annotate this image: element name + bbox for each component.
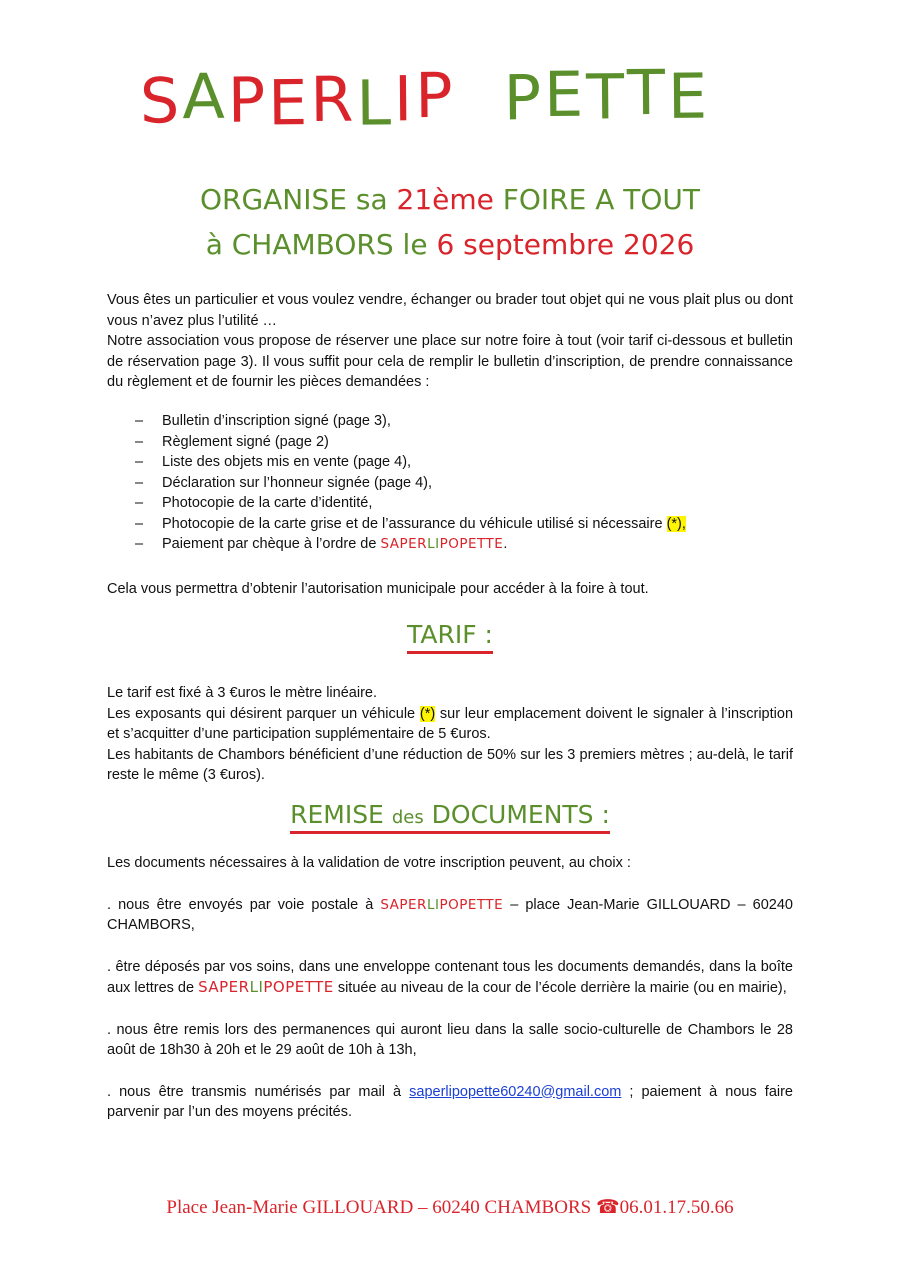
remise-section	[107, 853, 793, 1144]
tarif-title: TARIF :	[407, 620, 493, 654]
footer-address	[0, 1196, 900, 1219]
remise-option	[107, 895, 793, 936]
remise-text: . nous être envoyés par voie postale à	[107, 896, 381, 913]
list-item: – Déclaration sur l’honneur signée (page 4),	[135, 473, 686, 494]
brand-name: SAPERLIPOPETTE	[380, 896, 504, 913]
remise-title-part: REMISE	[290, 800, 392, 834]
logo-letter: E	[267, 66, 311, 140]
remise-option	[107, 957, 793, 999]
saperlipopette-logo	[139, 55, 721, 144]
phone-icon: ☎	[595, 1197, 620, 1218]
tarif-paragraph	[107, 704, 793, 745]
headline-location: à CHAMBORS le	[205, 228, 437, 261]
remise-option	[107, 1082, 793, 1123]
headline-date: 6 septembre 2026	[436, 228, 695, 261]
headline-text: ORGANISE sa	[199, 183, 397, 216]
list-item: – Bulletin d’inscription signé (page 3),	[135, 411, 686, 432]
logo-letter: R	[310, 62, 357, 137]
authorization-note	[107, 579, 793, 600]
tarif-paragraph: Les habitants de Chambors bénéficient d’une réduction de 50% sur les 3 premiers mètres ; au-delà, le tarif reste le même (3 €uros).	[107, 746, 793, 783]
intro-paragraph: Vous êtes un particulier et vous voulez vendre, échanger ou brader tout objet qui ne vous plait plus ou dont vous n’avez plus l’utilité …	[107, 292, 793, 329]
remise-title-part: des	[391, 807, 424, 828]
highlight-mark: (*)	[419, 705, 436, 722]
logo-letter: A	[181, 59, 229, 134]
logo-letter: I	[393, 62, 416, 136]
remise-title	[290, 800, 610, 834]
list-item: – Règlement signé (page 2)	[135, 432, 686, 453]
brand-name: SAPERLIPOPETTE	[198, 978, 334, 996]
list-item-end: .	[503, 536, 508, 552]
logo-letter: P	[503, 61, 545, 135]
tarif-text: sur leur emplacement doivent le signaler à l’inscription et s’acquitter d’une participation supplémentaire de 5 €uros.	[107, 705, 794, 742]
tarif-section	[107, 683, 793, 786]
list-item: – Liste des objets mis en vente (page 4),	[135, 452, 686, 473]
tarif-heading	[0, 620, 900, 649]
headline-line-1	[0, 183, 900, 216]
brand-name: SAPERLIPOPETTE	[380, 536, 504, 552]
logo-letter: T	[626, 55, 669, 130]
list-item	[135, 534, 686, 555]
list-item	[135, 514, 686, 535]
footer-address-text: Place Jean-Marie GILLOUARD – 60240 CHAMBORS	[166, 1197, 596, 1218]
intro-section	[107, 290, 793, 393]
headline-edition: 21ème	[396, 183, 494, 216]
tarif-paragraph: Le tarif est fixé à 3 €uros le mètre linéaire.	[107, 685, 377, 701]
logo-letter: T	[585, 60, 628, 134]
remise-text: . être déposés par vos soins, dans une enveloppe contenant tous les documents demandés, dans la boîte aux lettres de	[107, 958, 793, 996]
intro-paragraph: Notre association vous propose de réserver une place sur notre foire à tout (voir tarif ci-dessous et bulletin de réservation page 3). Il vous suffit pour cela de remplir le bulletin d’inscription, de prendre connaissance du règlement et de fournir les pièces demandées :	[107, 333, 793, 390]
headline-line-2	[0, 228, 900, 261]
remise-option: . nous être remis lors des permanences qui auront lieu dans la salle socio-culturelle de Chambors le 28 août de 18h30 à 20h et le 29 août de 10h à 13h,	[107, 1021, 793, 1058]
remise-text: . nous être transmis numérisés par mail à	[107, 1083, 410, 1100]
logo-letter: E	[667, 59, 711, 133]
required-documents-list	[135, 411, 686, 555]
list-item: – Photocopie de la carte d’identité,	[135, 493, 686, 514]
remise-intro: Les documents nécessaires à la validation de votre inscription peuvent, au choix :	[107, 855, 631, 871]
remise-heading	[0, 800, 900, 829]
remise-text: ; paiement à nous faire parvenir par l’un des moyens précités.	[107, 1083, 793, 1120]
logo-letter: S	[139, 64, 183, 138]
logo-letter: P	[227, 63, 269, 137]
email-link[interactable]: saperlipopette60240@gmail.com	[409, 1083, 622, 1100]
logo-letter: E	[543, 57, 587, 132]
logo-letter: P	[414, 58, 456, 133]
list-item-text: Photocopie de la carte grise et de l’assurance du véhicule utilisé si nécessaire	[162, 515, 667, 532]
remise-text: située au niveau de la cour de l’école derrière la mairie (ou en mairie),	[333, 980, 787, 996]
logo-letter: L	[356, 66, 395, 140]
remise-title-part: DOCUMENTS :	[423, 800, 610, 829]
remise-text: – place Jean-Marie GILLOUARD – 60240 CHAMBORS,	[107, 896, 793, 933]
footer-phone: 06.01.17.50.66	[619, 1197, 734, 1218]
highlight-mark: (*),	[666, 515, 686, 532]
tarif-text: Les exposants qui désirent parquer un véhicule	[107, 705, 420, 722]
authorization-text: Cela vous permettra d’obtenir l’autorisation municipale pour accéder à la foire à tout.	[107, 581, 649, 597]
headline-event: FOIRE A TOUT	[493, 183, 701, 216]
list-item-text: Paiement par chèque à l’ordre de	[162, 536, 381, 552]
